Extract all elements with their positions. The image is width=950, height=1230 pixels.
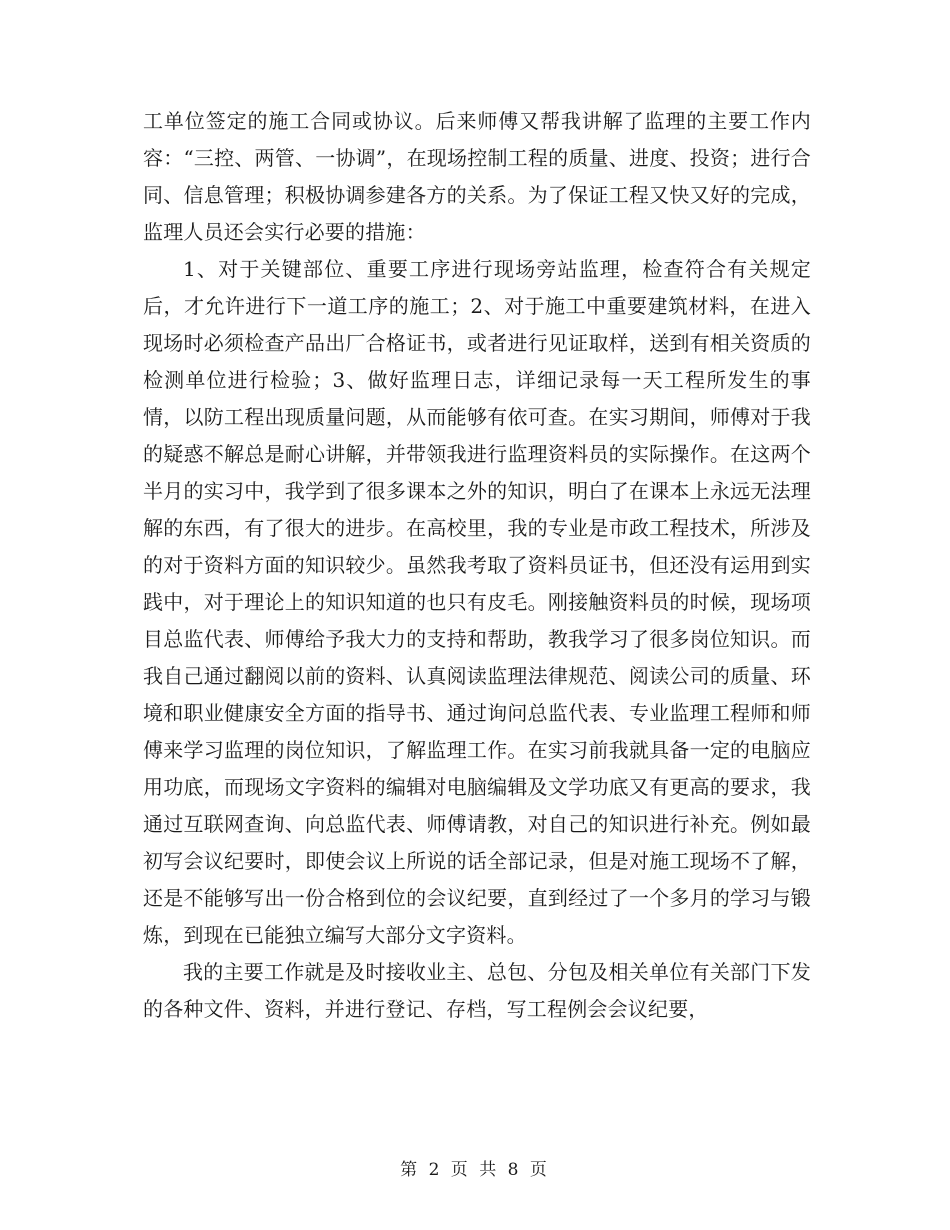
paragraph-continuation: 工单位签定的施工合同或协议。后来师傅又帮我讲解了监理的主要工作内容：“三控、两管、一协调”，在现场控制工程的质量、进度、投资；进行合同、信息管理；积极协调参建各方的关系。为了保证工程又快又好的完成，监理人员还会实行必要的措施： xyxy=(143,109,811,244)
page-number-footer: 第 2 页 共 8 页 xyxy=(400,1160,550,1180)
document-body xyxy=(143,103,811,1028)
paragraph-measures: 1、对于关键部位、重要工序进行现场旁站监理，检查符合有关规定后，才允许进行下一道工序的施工；2、对于施工中重要建筑材料，在进入现场时必须检查产品出厂合格证书，或者进行见证取样，送到有相关资质的检测单位进行检验；3、做好监理日志，详细记录每一天工程所发生的事情，以防工程出现质量问题，从而能够有依可查。在实习期间，师傅对于我的疑惑不解总是耐心讲解，并带领我进行监理资料员的实际操作。在这两个半月的实习中，我学到了很多课本之外的知识，明白了在课本上永远无法理解的东西，有了很大的进步。在高校里，我的专业是市政工程技术，所涉及的对于资料方面的知识较少。虽然我考取了资料员证书，但还没有运用到实践中，对于理论上的知识知道的也只有皮毛。刚接触资料员的时候，现场项目总监代表、师傅给予我大力的支持和帮助，教我学习了很多岗位知识。而我自己通过翻阅以前的资料、认真阅读监理法律规范、阅读公司的质量、环境和职业健康安全方面的指导书、通过询问总监代表、专业监理工程师和师傅来学习监理的岗位知识，了解监理工作。在实习前我就具备一定的电脑应用功底，而现场文字资料的编辑对电脑编辑及文学功底又有更高的要求，我通过互联网查询、向总监代表、师傅请教，对自己的知识进行补充。例如最初写会议纪要时，即使会议上所说的话全部记录，但是对施工现场不了解，还是不能够写出一份合格到位的会议纪要，直到经过了一个多月的学习与锻炼，到现在已能独立编写大部分文字资料。 xyxy=(143,257,811,947)
paragraph-main-work: 我的主要工作就是及时接收业主、总包、分包及相关单位有关部门下发的各种文件、资料，并进行登记、存档，写工程例会会议纪要， xyxy=(143,960,811,1021)
